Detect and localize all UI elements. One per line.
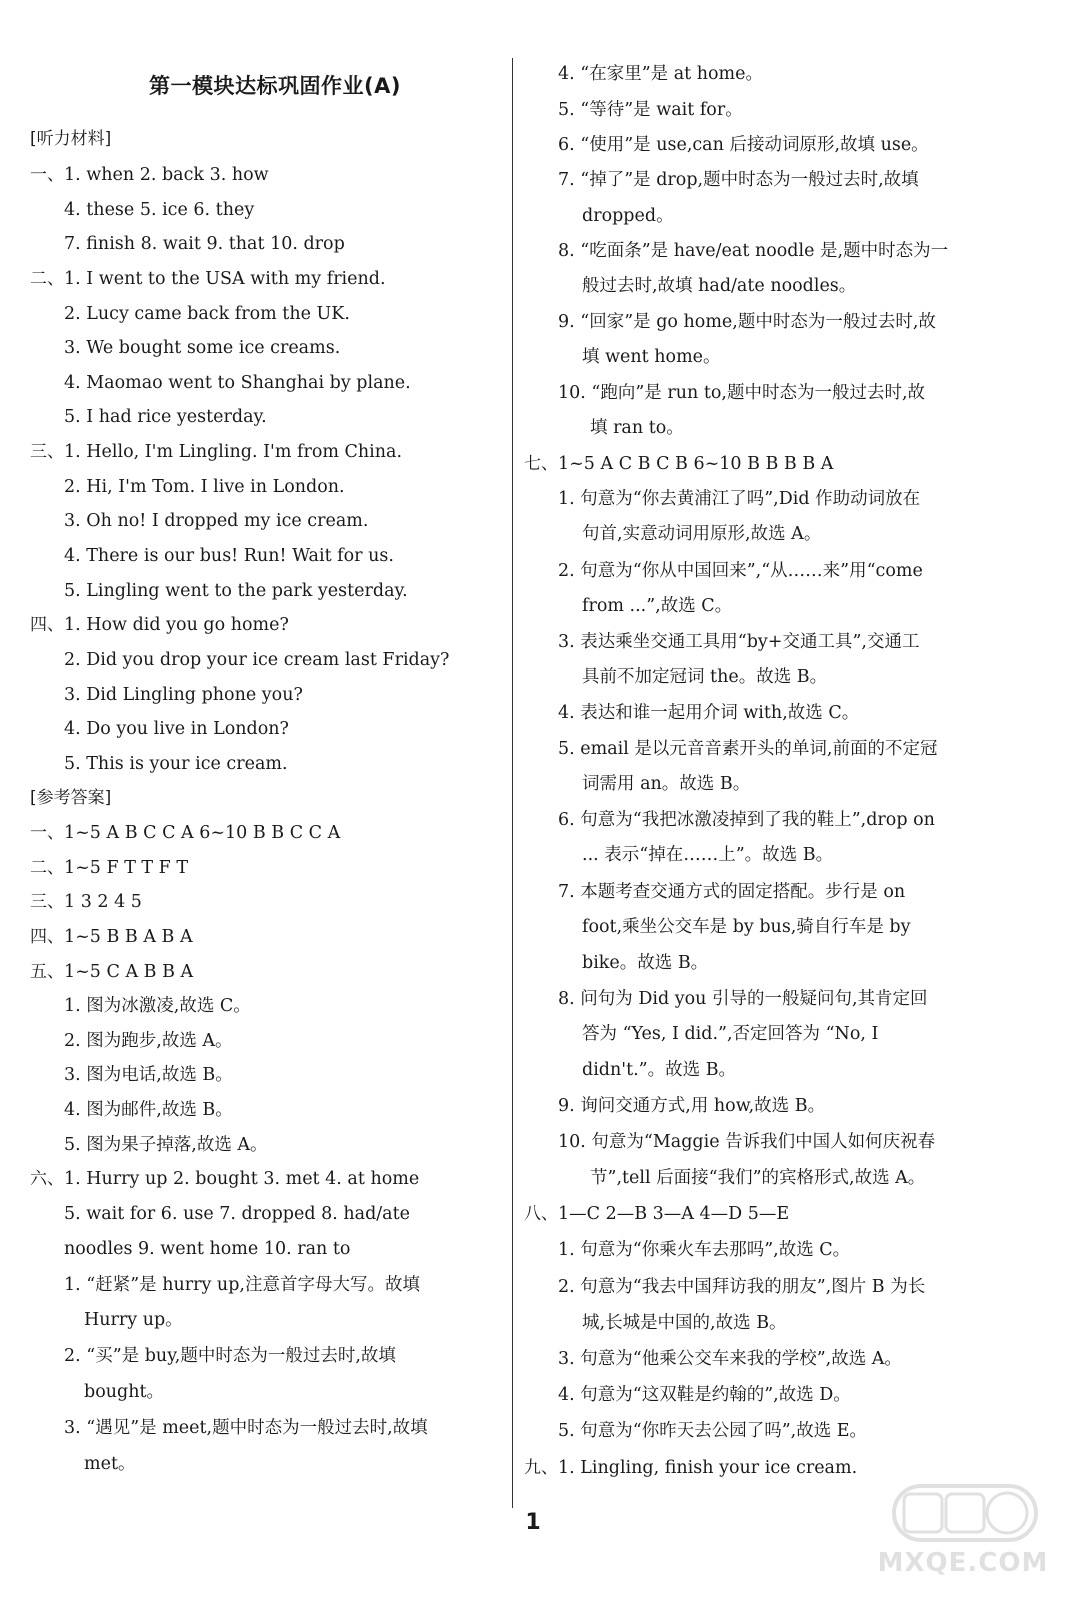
section-label: 四、: [30, 927, 64, 947]
explanation-line: 1. 句意为“你去黄浦江了吗”,Did 作助动词放在: [558, 489, 921, 509]
explanation-line: 城,长城是中国的,故选 B。: [582, 1313, 787, 1333]
list-item: 1. How did you go home?: [64, 615, 289, 635]
answer-line: 1. Lingling, finish your ice cream.: [558, 1458, 858, 1478]
explanation-line: 2. 句意为“你从中国回来”,“从……来”用“come: [558, 561, 923, 581]
explanation-line: 答为 “Yes, I did.”,否定回答为 “No, I: [582, 1024, 879, 1044]
explanation-line: met。: [84, 1454, 136, 1474]
section-label: 八、: [524, 1204, 558, 1224]
section-label: 一、: [30, 823, 64, 843]
explanation-line: 7. “掉了”是 drop,题中时态为一般过去时,故填: [558, 170, 919, 190]
list-item: 3. We bought some ice creams.: [64, 338, 341, 358]
explanation-line: Hurry up。: [84, 1310, 183, 1330]
watermark-seal-icon: [890, 1478, 1040, 1548]
explanation-line: 4. 表达和谁一起用介词 with,故选 C。: [558, 703, 860, 723]
explanation-line: 具前不加定冠词 the。故选 B。: [582, 667, 828, 687]
section-label: 三、: [30, 892, 64, 912]
explanation-line: dropped。: [582, 206, 674, 226]
explanation-line: 4. “在家里”是 at home。: [558, 64, 764, 84]
list-item: 5. Lingling went to the park yesterday.: [64, 581, 408, 601]
explanation-line: 节”,tell 后面接“我们”的宾格形式,故选 A。: [590, 1168, 926, 1188]
explanation-line: bought。: [84, 1382, 165, 1402]
word-list-row: 1. when 2. back 3. how: [64, 165, 269, 185]
explanation-line: ... 表示“掉在……上”。故选 B。: [582, 845, 834, 865]
listening-header: [听力材料]: [30, 129, 112, 149]
explanation-line: 7. 本题考查交通方式的固定搭配。步行是 on: [558, 882, 906, 902]
explanation-line: 10. “跑向”是 run to,题中时态为一般过去时,故: [558, 383, 926, 403]
explanation-line: 3. 表达乘坐交通工具用“by+交通工具”,交通工: [558, 632, 920, 652]
explanation-line: 般过去时,故填 had/ate noodles。: [582, 276, 857, 296]
list-item: 4. There is our bus! Run! Wait for us.: [64, 546, 394, 566]
list-item: 1. I went to the USA with my friend.: [64, 269, 386, 289]
explanation-line: 5. “等待”是 wait for。: [558, 100, 743, 120]
answer-line: 1~5 B B A B A: [64, 927, 193, 947]
explanation-line: 3. “遇见”是 meet,题中时态为一般过去时,故填: [64, 1418, 428, 1438]
page-number: 1: [525, 1510, 541, 1535]
page-title: 第一模块达标巩固作业(A): [149, 74, 401, 98]
explanation-line: 填 ran to。: [590, 418, 684, 438]
explanation-line: 3. 图为电话,故选 B。: [64, 1065, 233, 1085]
answer-header: [参考答案]: [30, 788, 112, 808]
list-item: 4. Maomao went to Shanghai by plane.: [64, 373, 411, 393]
explanation-line: 1. “赶紧”是 hurry up,注意首字母大写。故填: [64, 1275, 420, 1295]
list-item: 3. Did Lingling phone you?: [64, 685, 303, 705]
answer-line: 1~5 C A B B A: [64, 962, 194, 982]
list-item: 2. Lucy came back from the UK.: [64, 304, 350, 324]
explanation-line: 4. 图为邮件,故选 B。: [64, 1100, 233, 1120]
list-item: 5. I had rice yesterday.: [64, 407, 267, 427]
explanation-line: 5. email 是以元音音素开头的单词,前面的不定冠: [558, 739, 938, 759]
explanation-line: didn't.”。故选 B。: [582, 1060, 737, 1080]
answer-line: noodles 9. went home 10. ran to: [64, 1239, 351, 1259]
answer-line: 1—C 2—B 3—A 4—D 5—E: [558, 1204, 790, 1224]
explanation-line: 6. 句意为“我把冰激凌掉到了我的鞋上”,drop on: [558, 810, 935, 830]
explanation-line: 9. “回家”是 go home,题中时态为一般过去时,故: [558, 312, 936, 332]
explanation-line: foot,乘坐公交车是 by bus,骑自行车是 by: [582, 917, 911, 937]
explanation-line: 句首,实意动词用原形,故选 A。: [582, 524, 822, 544]
explanation-line: 2. 句意为“我去中国拜访我的朋友”,图片 B 为长: [558, 1277, 926, 1297]
list-item: 2. Hi, I'm Tom. I live in London.: [64, 477, 345, 497]
section-label: 六、: [30, 1169, 64, 1189]
section-label: 九、: [524, 1458, 558, 1478]
list-item: 4. Do you live in London?: [64, 719, 289, 739]
list-item: 5. This is your ice cream.: [64, 754, 288, 774]
explanation-line: 4. 句意为“这双鞋是约翰的”,故选 D。: [558, 1385, 851, 1405]
list-item: 3. Oh no! I dropped my ice cream.: [64, 511, 369, 531]
answer-line: 1 3 2 4 5: [64, 892, 142, 912]
section-label: 一、: [30, 165, 64, 185]
watermark: [868, 1478, 1058, 1588]
explanation-line: 填 went home。: [582, 347, 721, 367]
explanation-line: 2. 图为跑步,故选 A。: [64, 1031, 233, 1051]
answer-line: 1~5 A B C C A 6~10 B B C C A: [64, 823, 341, 843]
answer-line: 1~5 F T T F T: [64, 858, 189, 878]
section-label: 二、: [30, 858, 64, 878]
explanation-line: 8. “吃面条”是 have/eat noodle 是,题中时态为一: [558, 241, 949, 261]
section-label: 七、: [524, 454, 558, 474]
explanation-line: 5. 图为果子掉落,故选 A。: [64, 1135, 268, 1155]
list-item: 2. Did you drop your ice cream last Friday?: [64, 650, 450, 670]
explanation-line: bike。故选 B。: [582, 953, 709, 973]
explanation-line: 词需用 an。故选 B。: [582, 774, 751, 794]
section-label: 三、: [30, 442, 64, 462]
explanation-line: 1. 句意为“你乘火车去那吗”,故选 C。: [558, 1240, 851, 1260]
word-list-row: 7. finish 8. wait 9. that 10. drop: [64, 234, 345, 254]
section-label: 二、: [30, 269, 64, 289]
explanation-line: 3. 句意为“他乘公交车来我的学校”,故选 A。: [558, 1349, 902, 1369]
explanation-line: 8. 问句为 Did you 引导的一般疑问句,其肯定回: [558, 989, 928, 1009]
answer-line: 1. Hurry up 2. bought 3. met 4. at home: [64, 1169, 420, 1189]
explanation-line: from ...”,故选 C。: [582, 596, 733, 616]
explanation-line: 5. 句意为“你昨天去公园了吗”,故选 E。: [558, 1421, 868, 1441]
explanation-line: 10. 句意为“Maggie 告诉我们中国人如何庆祝春: [558, 1132, 936, 1152]
explanation-line: 2. “买”是 buy,题中时态为一般过去时,故填: [64, 1346, 396, 1366]
watermark-url: MXQE.COM: [877, 1548, 1049, 1578]
section-label: 四、: [30, 615, 64, 635]
column-divider: [512, 58, 513, 1508]
list-item: 1. Hello, I'm Lingling. I'm from China.: [64, 442, 403, 462]
section-label: 五、: [30, 962, 64, 982]
word-list-row: 4. these 5. ice 6. they: [64, 200, 255, 220]
explanation-line: 1. 图为冰激凌,故选 C。: [64, 996, 251, 1016]
explanation-line: 6. “使用”是 use,can 后接动词原形,故填 use。: [558, 135, 929, 155]
answer-line: 1~5 A C B C B 6~10 B B B B A: [558, 454, 834, 474]
explanation-line: 9. 询问交通方式,用 how,故选 B。: [558, 1096, 826, 1116]
answer-line: 5. wait for 6. use 7. dropped 8. had/ate: [64, 1204, 411, 1224]
